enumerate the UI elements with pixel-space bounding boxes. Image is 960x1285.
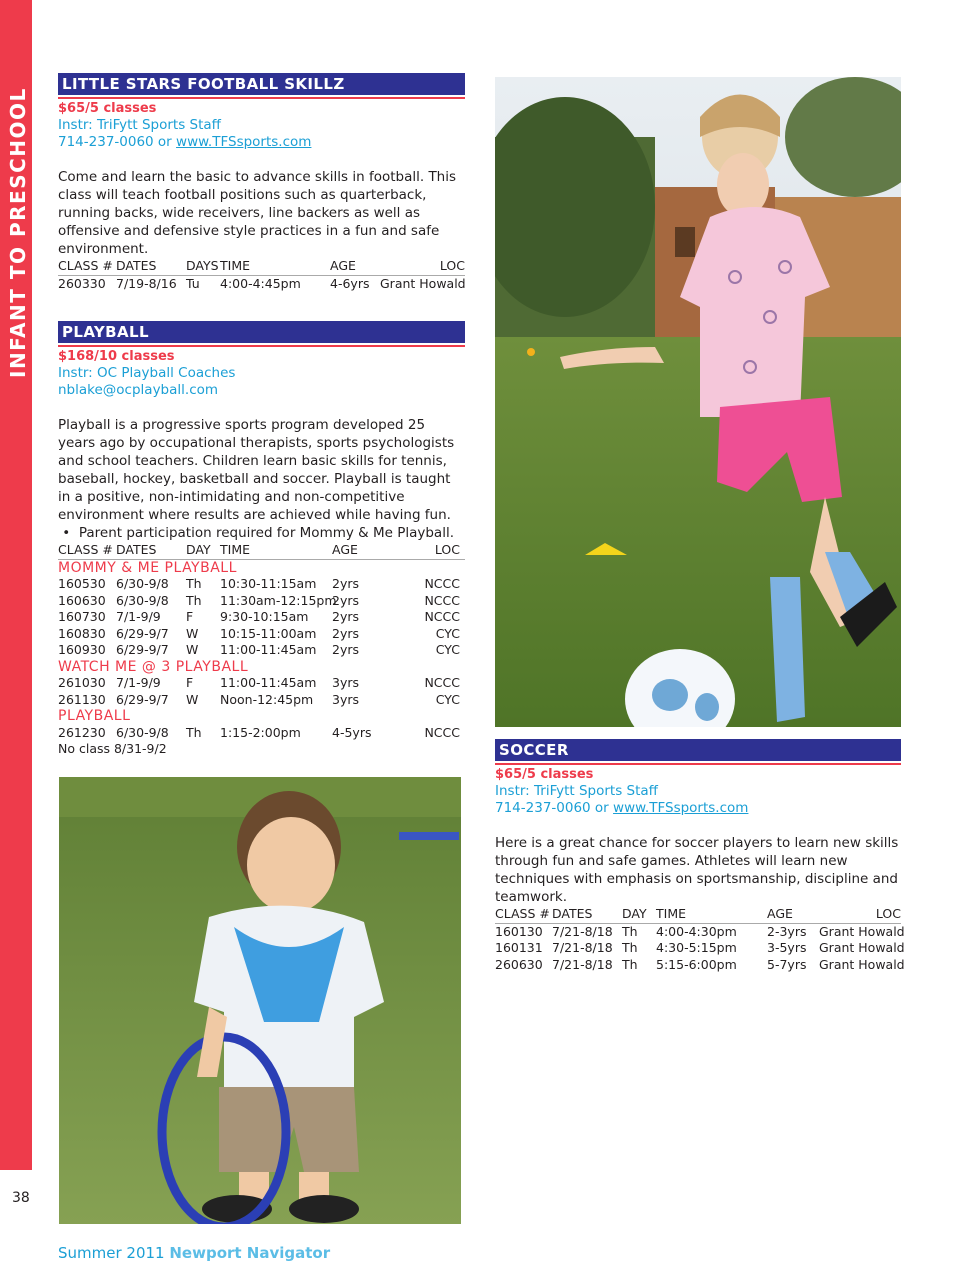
col-dates: DATES xyxy=(116,542,157,557)
col-loc: LOC xyxy=(875,906,901,921)
footer-brand: Newport Navigator xyxy=(169,1244,331,1262)
table-row: 160630 6/30-9/8 Th 11:30am-12:15pm 2yrs NCCC xyxy=(58,592,460,608)
footer-season: Summer 2011 xyxy=(58,1244,165,1262)
football-description: Come and learn the basic to advance skills in football. This class will teach football positions such as quarterback, running backs, wide receivers, line backers as well as offensive and defensive style practices in a fun and safe environment. xyxy=(58,169,457,257)
playball-table-header xyxy=(58,542,465,560)
table-row: 261130 6/29-9/7 W Noon-12:45pm 3yrs CYC xyxy=(58,691,460,707)
table-row: 261230 6/30-9/8 Th 1:15-2:00pm 4-5yrs NCCC xyxy=(58,724,460,740)
col-days: DAYS xyxy=(186,258,219,273)
football-section xyxy=(58,73,465,292)
photo-girl-soccer-art xyxy=(495,77,901,727)
col-dates: DATES xyxy=(116,258,157,273)
col-age: AGE xyxy=(332,542,358,557)
soccer-title: SOCCER xyxy=(495,739,901,763)
col-day: DAY xyxy=(622,906,647,921)
col-age: AGE xyxy=(330,258,356,273)
table-row: 160730 7/1-9/9 F 9:30-10:15am 2yrs NCCC xyxy=(58,609,460,624)
col-class: CLASS # xyxy=(58,258,113,273)
table-row: 260330 7/19-8/16 Tu 4:00-4:45pm 4-6yrs Grant Howald xyxy=(58,275,466,291)
playball-price: $168/10 classes xyxy=(58,349,175,364)
col-class: CLASS # xyxy=(58,542,113,557)
group-title: PLAYBALL xyxy=(58,708,131,724)
col-loc: LOC xyxy=(434,542,460,557)
playball-title: PLAYBALL xyxy=(58,321,465,345)
col-day: DAY xyxy=(186,542,211,557)
soccer-link[interactable]: www.TFSsports.com xyxy=(613,799,749,816)
table-row: 160830 6/29-9/7 W 10:15-11:00am 2yrs CYC xyxy=(58,625,460,641)
col-time: TIME xyxy=(656,906,687,921)
section-label: INFANT TO PRESCHOOL xyxy=(6,87,30,378)
soccer-table-header xyxy=(495,906,901,924)
col-loc: LOC xyxy=(439,258,465,273)
playball-note: No class 8/31-9/2 xyxy=(58,741,167,756)
table-row: 261030 7/1-9/9 F 11:00-11:45am 3yrs NCCC xyxy=(58,675,460,690)
group-title: MOMMY & ME PLAYBALL xyxy=(58,559,237,576)
table-row: 160930 6/29-9/7 W 11:00-11:45am 2yrs CYC xyxy=(58,642,460,657)
soccer-price: $65/5 classes xyxy=(495,767,594,782)
soccer-description: Here is a great chance for soccer players to learn new skills through fun and safe games. Athletes will learn new techniques with emphasis on sportsmanship, discipline and teamwork. xyxy=(495,835,899,905)
playball-section xyxy=(58,321,465,757)
soccer-phone: 714-237-0060 or xyxy=(495,799,609,816)
playball-description: Playball is a progressive sports program developed 25 years ago by occupational therapists, sports psychologists and school teachers. Children learn basic skills for tennis, baseball, hockey, basketball and soccer. Playball is taught in a positive, non-intimidating and non-competitive environment where results are achieved while having fun. xyxy=(58,417,455,523)
table-row: 160130 7/21-8/18 Th 4:00-4:30pm 2-3yrs Grant Howald xyxy=(495,923,905,939)
footer xyxy=(58,1244,330,1262)
football-instructor: Instr: TriFytt Sports Staff xyxy=(58,117,221,133)
soccer-section xyxy=(495,739,905,973)
group-title: WATCH ME @ 3 PLAYBALL xyxy=(58,658,249,675)
page-number: 38 xyxy=(12,1190,30,1206)
playball-instructor: Instr: OC Playball Coaches xyxy=(58,365,236,381)
table-row: 260630 7/21-8/18 Th 5:15-6:00pm 5-7yrs Grant Howald xyxy=(495,956,905,972)
football-phone: 714-237-0060 or xyxy=(58,133,172,150)
table-row: 160530 6/30-9/8 Th 10:30-11:15am 2yrs NCCC xyxy=(58,576,460,591)
col-dates: DATES xyxy=(552,906,593,921)
col-time: TIME xyxy=(220,542,251,557)
soccer-instructor: Instr: TriFytt Sports Staff xyxy=(495,783,658,799)
football-title: LITTLE STARS FOOTBALL SKILLZ xyxy=(58,73,465,97)
table-row: 160131 7/21-8/18 Th 4:30-5:15pm 3-5yrs Grant Howald xyxy=(495,940,905,955)
photo-boy-hoop-art xyxy=(59,777,461,1224)
photo-girl-soccer xyxy=(495,77,901,727)
football-contact xyxy=(58,134,465,151)
football-price: $65/5 classes xyxy=(58,101,157,116)
col-time: TIME xyxy=(220,258,251,273)
section-sidebar xyxy=(0,0,32,1170)
photo-boy-hoop xyxy=(59,777,461,1224)
playball-bullet: • Parent participation required for Mommy & Me Playball. xyxy=(58,525,455,541)
football-table-header xyxy=(58,258,465,276)
col-class: CLASS # xyxy=(495,906,550,921)
soccer-contact xyxy=(495,800,901,817)
playball-email[interactable]: nblake@ocplayball.com xyxy=(58,381,219,398)
col-age: AGE xyxy=(767,906,793,921)
football-link[interactable]: www.TFSsports.com xyxy=(176,133,312,150)
